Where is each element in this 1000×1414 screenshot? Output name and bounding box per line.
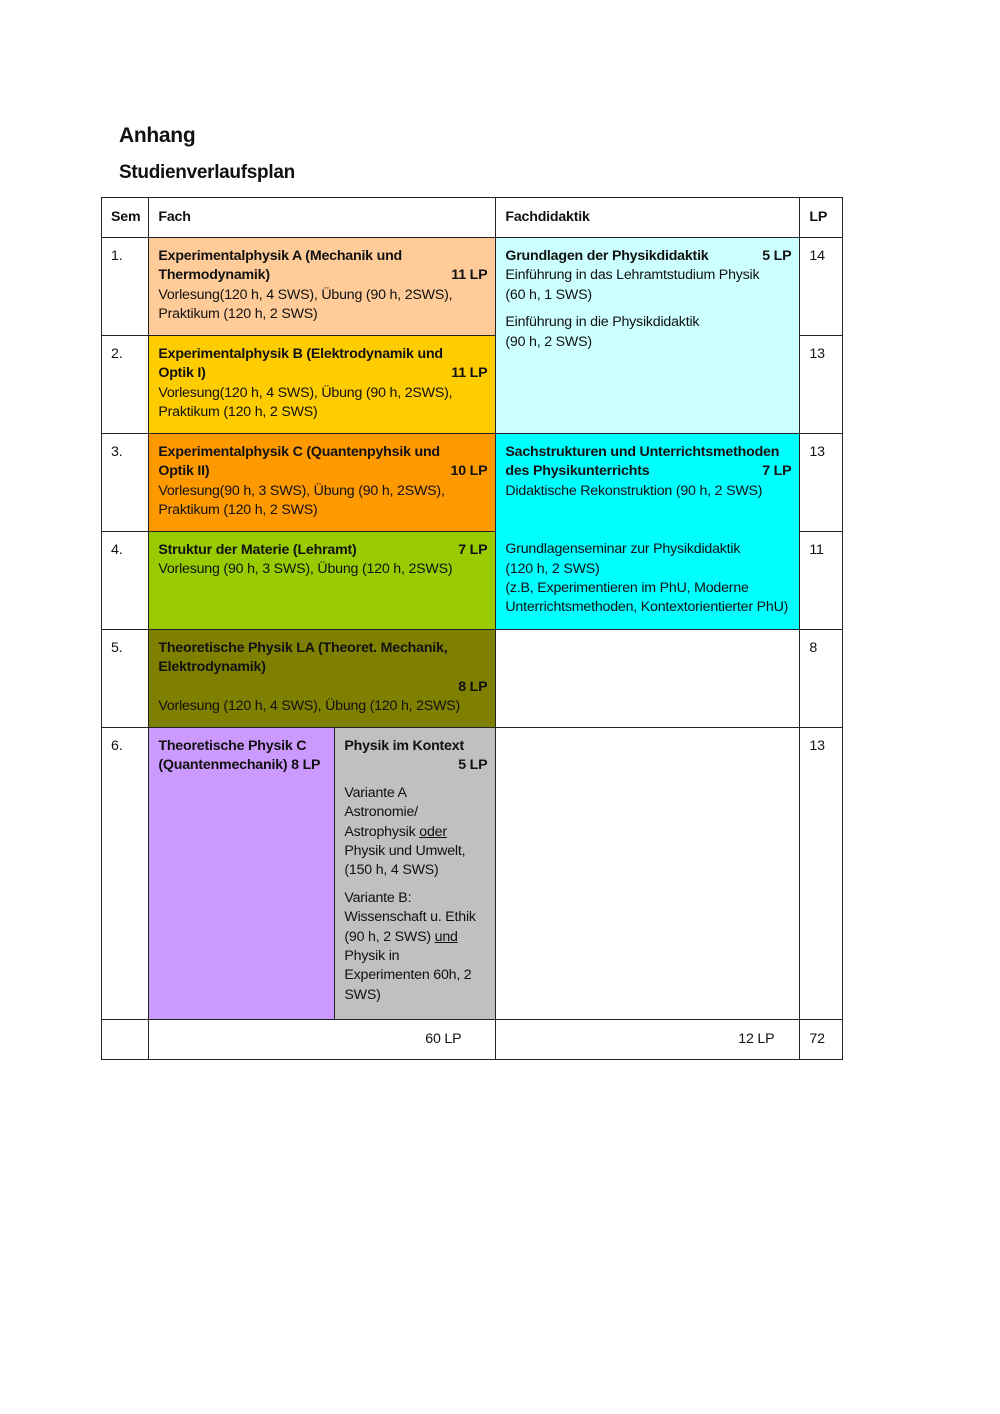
- module-title: Thermodynamik): [158, 267, 270, 284]
- module-experimentalphysik-c: [149, 434, 496, 532]
- semester-number: 4.: [102, 532, 149, 630]
- module-detail: Praktikum (120 h, 2 SWS): [158, 404, 318, 421]
- table-row: [102, 728, 843, 1020]
- variant-b-line: (90 h, 2 SWS): [344, 928, 435, 945]
- didaktik-detail: (120 h, 2 SWS): [505, 560, 600, 577]
- semester-lp: 13: [800, 336, 843, 434]
- didaktik-detail: Grundlagenseminar zur Physikdidaktik: [505, 541, 741, 558]
- didaktik-detail: Didaktische Rekonstruktion (90 h, 2 SWS): [505, 482, 763, 499]
- didaktik-detail: Unterrichtsmethoden, Kontextorientierter PhU): [505, 599, 789, 616]
- didaktik-detail: (60 h, 1 SWS): [505, 286, 592, 303]
- variant-b-line: Wissenschaft u. Ethik: [344, 909, 476, 926]
- module-title: Theoretische Physik C: [158, 738, 307, 754]
- table-row: [102, 238, 843, 336]
- module-title: Elektrodynamik): [158, 659, 266, 676]
- module-detail: Praktikum (120 h, 2 SWS): [158, 502, 318, 519]
- module-title: Optik II): [158, 463, 210, 480]
- semester-lp: 13: [800, 434, 843, 532]
- variant-a-line: Physik und Umwelt,: [344, 843, 466, 860]
- variant-b-line: Variante B:: [344, 889, 412, 906]
- module-lp: 7 LP: [458, 542, 488, 558]
- module-physik-im-kontext: [335, 728, 496, 1020]
- variant-a-line: Astrophysik: [344, 823, 420, 840]
- semester-number: 6.: [102, 728, 149, 1020]
- semester-lp: 13: [800, 728, 843, 1020]
- variant-b-line: Physik in: [344, 948, 400, 965]
- table-row: [102, 630, 843, 728]
- module-title: Experimentalphysik A (Mechanik und: [158, 248, 403, 264]
- header-fach: Fach: [149, 198, 496, 238]
- header-sem: Sem: [102, 198, 149, 238]
- variant-b-line: SWS): [344, 986, 381, 1003]
- didaktik-lp: 5 LP: [762, 248, 792, 264]
- module-title: Optik I): [158, 365, 206, 382]
- total-fachdidaktik: 12 LP: [496, 1020, 800, 1060]
- table-header-row: [102, 198, 843, 238]
- study-plan-table: [101, 197, 843, 1060]
- module-detail: Vorlesung(120 h, 4 SWS), Übung (90 h, 2SWS),: [158, 384, 453, 401]
- didaktik-title: Sachstrukturen und Unterrichtsmethoden: [505, 444, 780, 460]
- didaktik-lp: 7 LP: [762, 463, 792, 480]
- variant-b-line: Experimenten 60h, 2: [344, 967, 472, 984]
- module-detail: Vorlesung (90 h, 3 SWS), Übung (120 h, 2SWS): [158, 561, 453, 578]
- variant-a-line: (150 h, 4 SWS): [344, 862, 439, 879]
- semester-number: 2.: [102, 336, 149, 434]
- module-theoretische-physik-c: [149, 728, 335, 1020]
- header-fachdidaktik: Fachdidaktik: [496, 198, 800, 238]
- module-lp: 10 LP: [450, 463, 488, 480]
- empty-sem-cell: [102, 1020, 149, 1060]
- page-heading: Anhang: [119, 124, 196, 147]
- module-detail: Praktikum (120 h, 2 SWS): [158, 306, 318, 323]
- didaktik-detail: (z.B, Experimentieren im PhU, Moderne: [505, 580, 749, 597]
- semester-number: 3.: [102, 434, 149, 532]
- total-lp: 72: [800, 1020, 843, 1060]
- total-fach: 60 LP: [149, 1020, 496, 1060]
- didaktik-detail: (90 h, 2 SWS): [505, 333, 592, 350]
- module-lp: 5 LP: [458, 757, 488, 774]
- module-experimentalphysik-b: [149, 336, 496, 434]
- module-detail: Vorlesung(90 h, 3 SWS), Übung (90 h, 2SWS),: [158, 482, 445, 499]
- didaktik-grundlagen: [496, 238, 800, 434]
- module-title: Experimentalphysik B (Elektrodynamik und: [158, 346, 443, 362]
- module-experimentalphysik-a: [149, 238, 496, 336]
- module-title: Experimentalphysik C (Quantenpyhsik und: [158, 444, 440, 460]
- semester-number: 5.: [102, 630, 149, 728]
- didaktik-sachstrukturen: [496, 434, 800, 630]
- module-title: Struktur der Materie (Lehramt): [158, 542, 357, 558]
- variant-a-or: oder: [419, 823, 447, 840]
- module-lp: 11 LP: [451, 365, 488, 382]
- didaktik-detail: Einführung in das Lehramtstudium Physik: [505, 267, 760, 284]
- didaktik-title: Grundlagen der Physikdidaktik: [505, 248, 709, 264]
- empty-didaktik-cell: [496, 630, 800, 728]
- table-row: [102, 434, 843, 532]
- semester-lp: 11: [800, 532, 843, 630]
- empty-didaktik-cell: [496, 728, 800, 1020]
- semester-lp: 14: [800, 238, 843, 336]
- didaktik-detail: Einführung in die Physikdidaktik: [505, 314, 700, 331]
- totals-row: [102, 1020, 843, 1060]
- semester-number: 1.: [102, 238, 149, 336]
- didaktik-title: des Physikunterrichts: [505, 463, 650, 480]
- module-detail: Vorlesung(120 h, 4 SWS), Übung (90 h, 2SWS),: [158, 286, 453, 303]
- header-lp: LP: [800, 198, 843, 238]
- module-title: Theoretische Physik LA (Theoret. Mechanik,: [158, 640, 448, 656]
- module-detail: Vorlesung (120 h, 4 SWS), Übung (120 h, 2SWS): [158, 698, 461, 715]
- variant-b-and: und: [434, 928, 458, 945]
- module-lp: 11 LP: [451, 267, 488, 284]
- module-theoretische-physik-la: [149, 630, 496, 728]
- module-title: (Quantenmechanik) 8 LP: [158, 757, 321, 774]
- semester-lp: 8: [800, 630, 843, 728]
- page-subheading: Studienverlaufsplan: [119, 162, 295, 183]
- module-title: Physik im Kontext: [344, 738, 464, 754]
- module-struktur-der-materie: [149, 532, 496, 630]
- variant-a-line: Astronomie/: [344, 804, 418, 821]
- module-lp: 8 LP: [458, 678, 488, 695]
- variant-a-line: Variante A: [344, 784, 407, 801]
